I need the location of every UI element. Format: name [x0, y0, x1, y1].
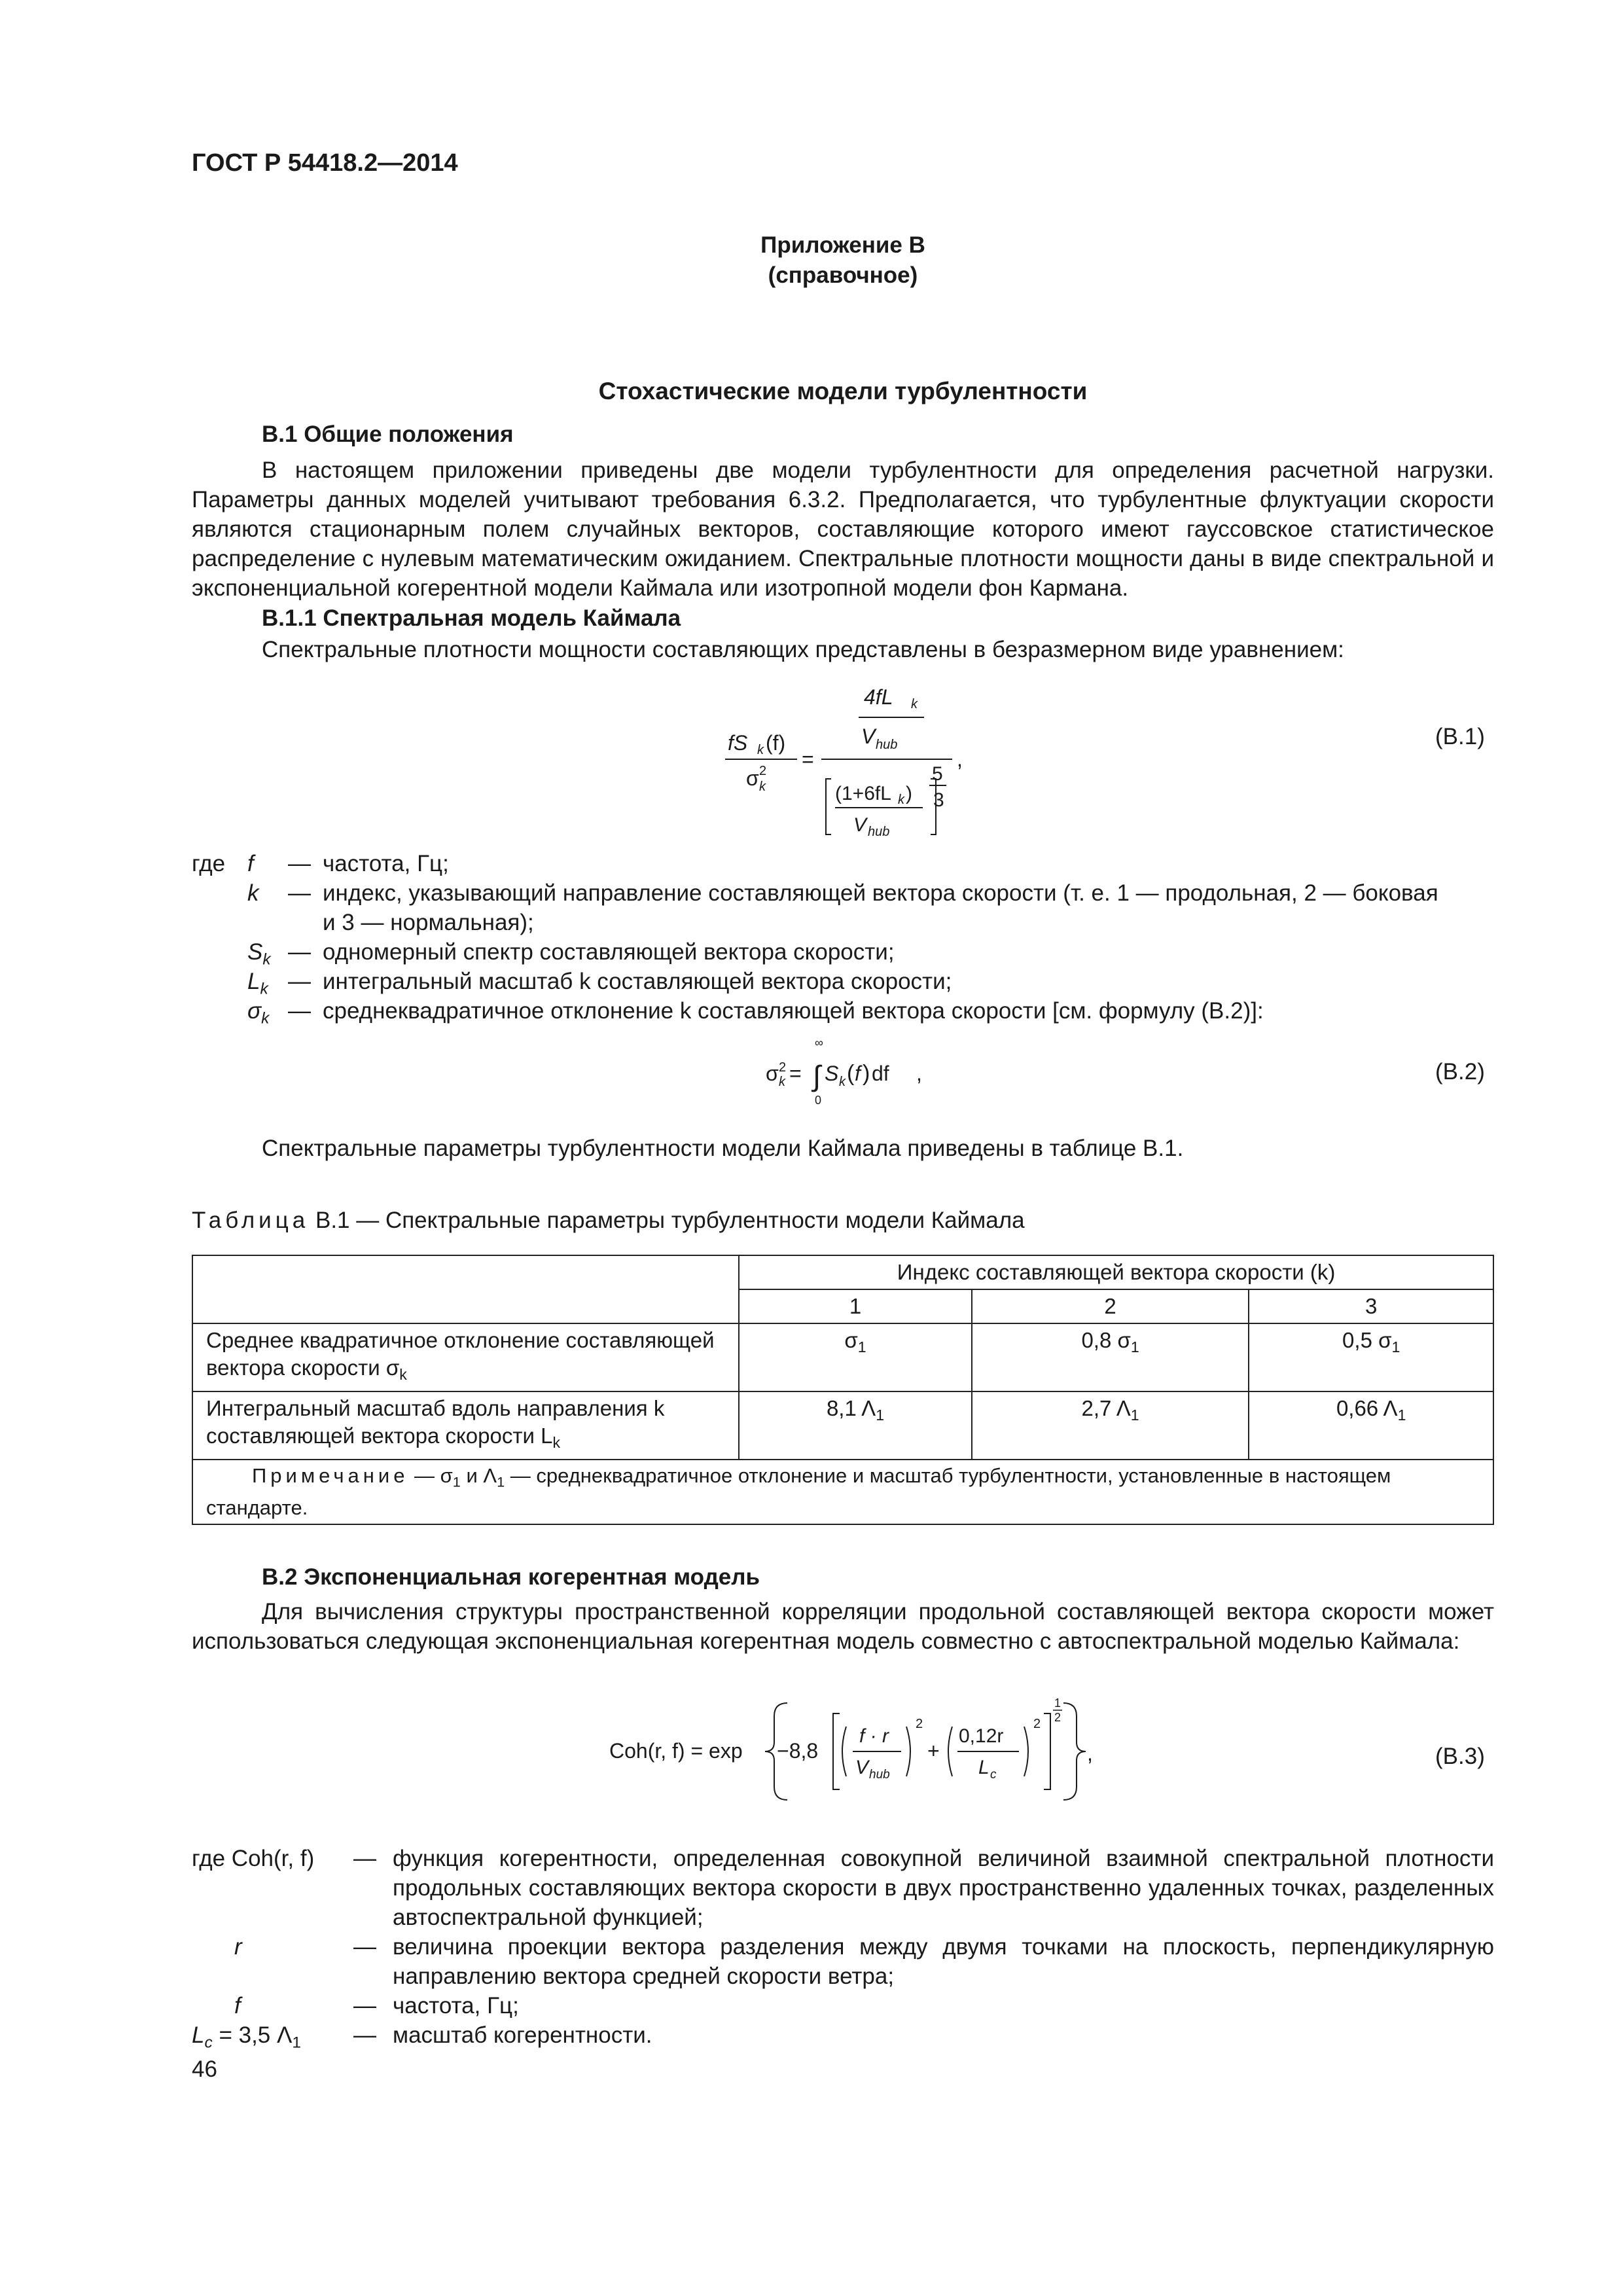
- table-row: [192, 1391, 1493, 1460]
- svg-text:2: 2: [779, 1060, 787, 1075]
- svg-text:f: f: [855, 1062, 861, 1085]
- def-text-sk: одномерный спектр составляющей вектора скорости;: [323, 939, 895, 965]
- equation-b1-number: (В.1): [1435, 724, 1485, 749]
- table-note-row: [192, 1460, 1493, 1525]
- svg-text:f · r: f · r: [859, 1725, 889, 1747]
- svg-text:2: 2: [1033, 1717, 1041, 1731]
- def-dash: —: [353, 2022, 376, 2048]
- def-dash: —: [353, 1934, 376, 1960]
- svg-text:k: k: [839, 1075, 846, 1089]
- table-caption: Таблица В.1 — Спектральные параметры турбулентности модели Каймала: [192, 1208, 1025, 1233]
- b11-paragraph: Спектральные плотности мощности составляющих представлены в безразмерном виде уравнением:: [262, 637, 1344, 662]
- svg-text:Coh(r, f) = exp: Coh(r, f) = exp: [609, 1739, 743, 1763]
- svg-text:S: S: [825, 1062, 839, 1085]
- table-row: [192, 1323, 1493, 1391]
- svg-text:hub: hub: [869, 1768, 890, 1782]
- def-sym-f: f: [247, 851, 254, 876]
- equation-b3: [605, 1689, 1103, 1813]
- svg-text:5: 5: [932, 763, 943, 785]
- svg-text:2: 2: [759, 764, 767, 778]
- table-corner: [192, 1255, 739, 1323]
- def-dash: —: [353, 1846, 376, 1871]
- b1-paragraph: В настоящем приложении приведены две модели турбулентности для определения расчетной нагрузки. Параметры данных моделей учитывают требования 6.3.2. Предполагается, что турбулентные флуктуации скорости являются стационарным полем случайных векторов, составляющие которого имеют гауссовское статистическое распределение с нулевым математическим ожиданием. Спектральные плотности мощности даны в виде спектральной и экспоненциальной когерентной модели Каймала или изотропной модели фон Кармана.: [192, 457, 1494, 601]
- svg-text:∞: ∞: [815, 1037, 823, 1049]
- table-cell: 2,7 $\Lambda_1$: [972, 1391, 1249, 1460]
- equation-b1: [713, 674, 988, 851]
- b11-heading: В.1.1 Спектральная модель Каймала: [262, 605, 681, 631]
- appendix-subtitle: (справочное): [768, 262, 918, 288]
- table-cell: $\sigma_1$: [739, 1323, 972, 1391]
- def-dash: —: [288, 998, 311, 1024]
- svg-text:1: 1: [1054, 1696, 1061, 1710]
- def-sym-k: k: [247, 880, 259, 906]
- svg-text:∫: ∫: [813, 1060, 821, 1092]
- svg-text:+: +: [927, 1739, 940, 1763]
- table-cell: 0,66 $\Lambda_1$: [1249, 1391, 1493, 1460]
- table-cell: 0,5 $\sigma_1$: [1249, 1323, 1493, 1391]
- svg-text:,: ,: [1087, 1742, 1093, 1765]
- appendix-title: Приложение В: [760, 232, 925, 258]
- b2-heading: В.2 Экспоненциальная когерентная модель: [262, 1564, 760, 1590]
- svg-text:3: 3: [933, 789, 944, 811]
- svg-text:0,12r: 0,12r: [959, 1725, 1004, 1747]
- svg-text:−8,8: −8,8: [777, 1739, 819, 1763]
- svg-text:,: ,: [957, 747, 963, 771]
- table-cell: 8,1 $\Lambda_1$: [739, 1391, 972, 1460]
- def-text-k: индекс, указывающий направление составляющей вектора скорости (т. е. 1 — продольная, 2 — боковая: [323, 880, 1438, 906]
- def2-sym-coh: где Coh(r, f): [192, 1846, 315, 1871]
- table-note: Примечание — $\sigma_1$ и $\Lambda_1$ — среднеквадратичное отклонение и масштаб турбулентности, установленные в настоящем стандарте.: [192, 1460, 1493, 1525]
- equation-b3-number: (В.3): [1435, 1744, 1485, 1769]
- svg-text:fS: fS: [728, 731, 748, 755]
- standard-header: ГОСТ Р 54418.2—2014: [192, 149, 458, 177]
- svg-text:=: =: [789, 1062, 802, 1085]
- def-text-lk: интегральный масштаб k составляющей вектора скорости;: [323, 969, 952, 994]
- table-row-label: Среднее квадратичное отклонение составляющей вектора скорости $\sigma_k$: [192, 1323, 739, 1391]
- svg-text:): ): [863, 1061, 870, 1086]
- svg-text:k: k: [757, 743, 764, 757]
- section-title: Стохастические модели турбулентности: [598, 378, 1088, 404]
- table-group-header: Индекс составляющей вектора скорости (k): [739, 1255, 1493, 1289]
- table-col-1: 1: [739, 1289, 972, 1323]
- svg-text:k: k: [779, 1075, 785, 1089]
- def2-text-coh: функция когерентности, определенная совокупной величиной взаимной спектральной плотности продольных составляющих вектора скорости в двух пространственно удаленных точках, разделенных автоспектральной функцией;: [393, 1846, 1494, 1930]
- def2-text-lc: масштаб когерентности.: [393, 2022, 652, 2048]
- def-sym-sk: $S_k$: [247, 939, 271, 969]
- svg-text:(1+6fL: (1+6fL: [835, 783, 891, 804]
- def-dash: —: [288, 939, 311, 965]
- table-intro: Спектральные параметры турбулентности модели Каймала приведены в таблице В.1.: [262, 1136, 1184, 1161]
- svg-text:c: c: [990, 1768, 997, 1782]
- def2-text-f: частота, Гц;: [393, 1993, 519, 2018]
- svg-text:k: k: [911, 697, 918, 711]
- svg-text:σ: σ: [746, 766, 759, 790]
- svg-text:k: k: [759, 780, 766, 794]
- equation-b2: [759, 1037, 955, 1109]
- svg-text:2: 2: [1054, 1711, 1061, 1724]
- table-cell: 0,8 $\sigma_1$: [972, 1323, 1249, 1391]
- table-col-2: 2: [972, 1289, 1249, 1323]
- def-dash: —: [288, 880, 311, 906]
- svg-text:hub: hub: [868, 825, 890, 839]
- def2-text-r: величина проекции вектора разделения между двумя точками на плоскость, перпендикулярную направлению вектора средней скорости ветра;: [393, 1934, 1494, 1989]
- defs1-where: где: [192, 851, 226, 876]
- svg-text:(f): (f): [766, 731, 786, 755]
- svg-text:2: 2: [916, 1717, 923, 1731]
- table-header-row: [192, 1255, 1493, 1289]
- svg-text:4fL: 4fL: [864, 685, 893, 709]
- svg-text:σ: σ: [766, 1062, 779, 1085]
- svg-text:,: ,: [916, 1062, 922, 1085]
- svg-text:): ): [906, 783, 912, 804]
- svg-text:(: (: [847, 1061, 855, 1086]
- def-dash: —: [288, 969, 311, 994]
- b1-heading: В.1 Общие положения: [262, 422, 514, 447]
- def-text-f: частота, Гц;: [323, 851, 449, 876]
- svg-text:df: df: [872, 1062, 889, 1085]
- svg-text:V: V: [855, 1757, 869, 1778]
- def-sym-sigmak: $\sigma_k$: [247, 998, 270, 1028]
- table-b1: [192, 1255, 1494, 1525]
- svg-text:hub: hub: [876, 738, 898, 752]
- def-text-k-cont: и 3 — нормальная);: [323, 910, 534, 935]
- def-dash: —: [288, 851, 311, 876]
- svg-text:=: =: [802, 747, 814, 771]
- table-row-label: Интегральный масштаб вдоль направления k составляющей вектора скорости $L_k$: [192, 1391, 739, 1460]
- table-col-3: 3: [1249, 1289, 1493, 1323]
- svg-text:V: V: [853, 814, 867, 836]
- svg-text:0: 0: [815, 1094, 822, 1107]
- svg-text:k: k: [898, 793, 904, 807]
- equation-b2-number: (В.2): [1435, 1059, 1485, 1085]
- def-dash: —: [353, 1993, 376, 2018]
- def2-sym-f: f: [234, 1993, 241, 2018]
- svg-text:V: V: [861, 725, 876, 748]
- page-number: 46: [192, 2056, 217, 2082]
- def-sym-lk: $L_k$: [247, 969, 268, 998]
- def2-sym-lc: $L_c = 3,5$ $\Lambda_1$: [192, 2022, 302, 2052]
- def-text-sigmak: среднеквадратичное отклонение k составляющей вектора скорости [см. формулу (В.2)]:: [323, 998, 1264, 1024]
- b2-paragraph: Для вычисления структуры пространственной корреляции продольной составляющей вектора скорости может использоваться следующая экспоненциальная когерентная модель совместно с автоспектральной моделью Каймала:: [192, 1599, 1494, 1654]
- def2-sym-r: r: [234, 1934, 242, 1960]
- svg-text:L: L: [978, 1757, 990, 1778]
